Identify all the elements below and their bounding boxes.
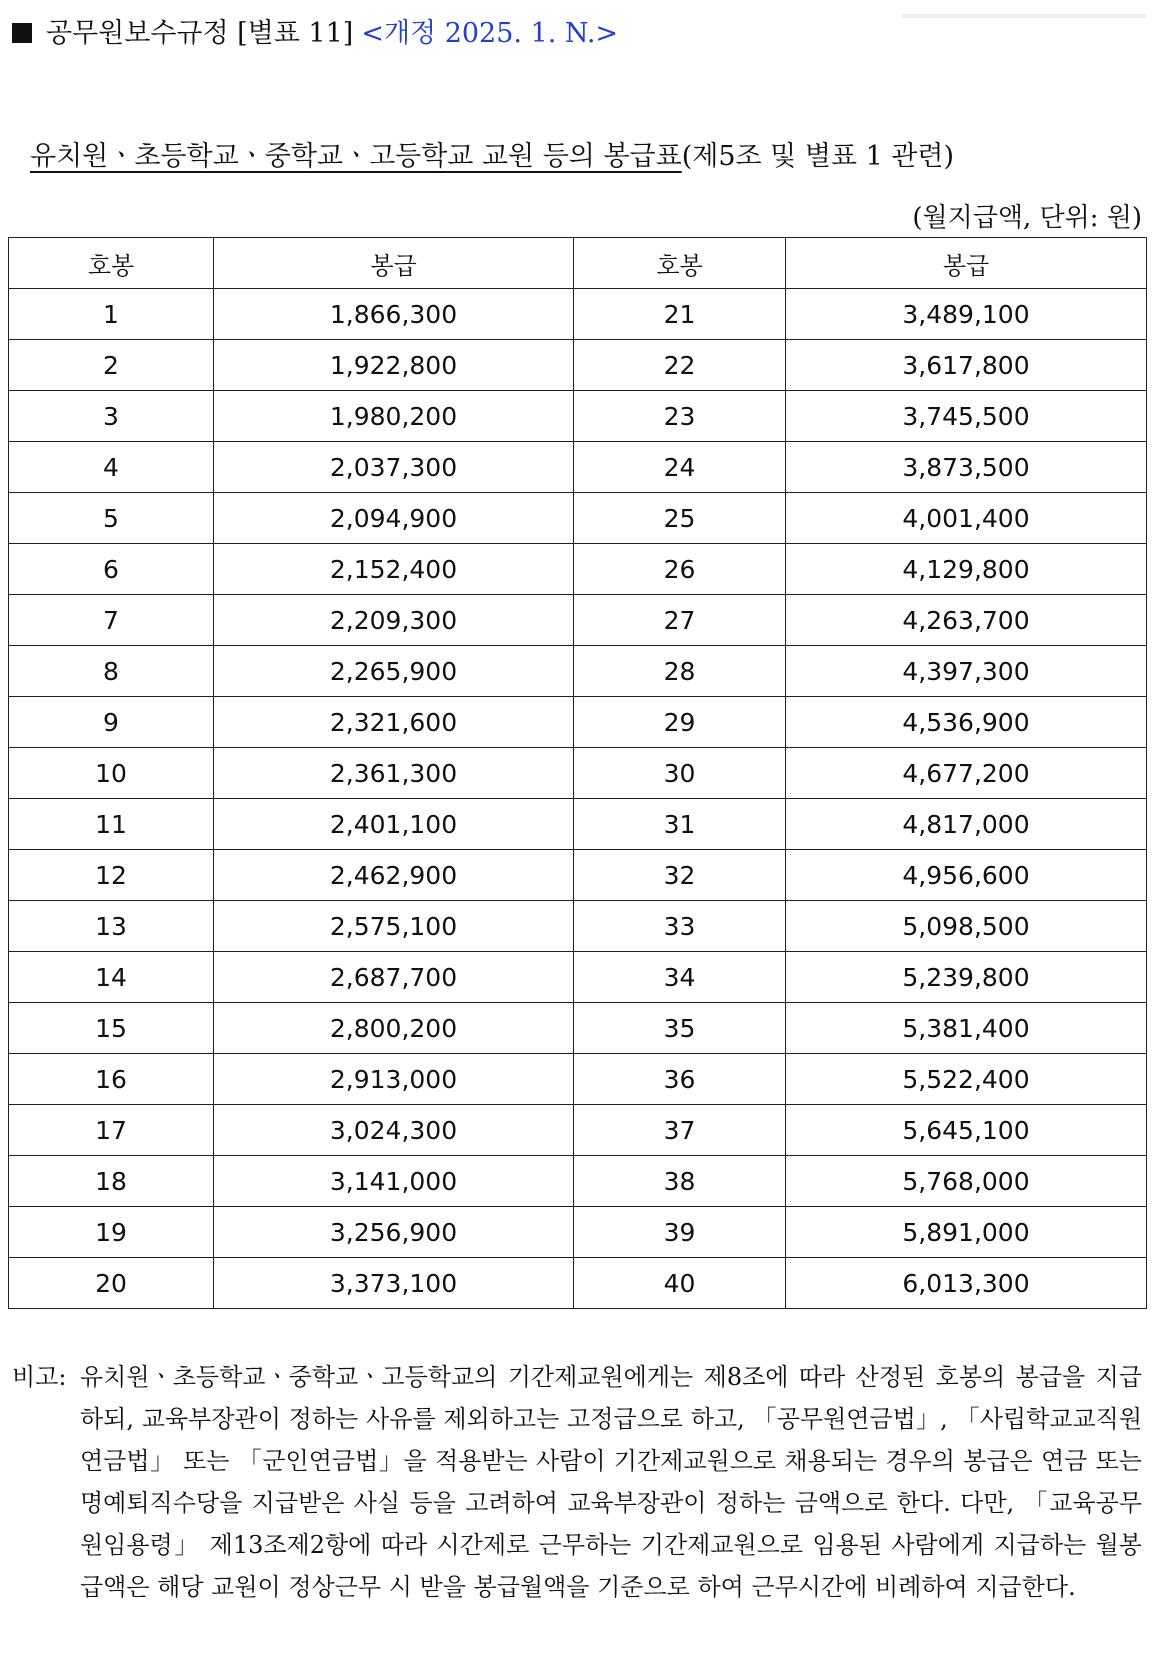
table-row [9,391,1147,442]
salary-cell: 4,129,800 [786,544,1147,595]
black-square-icon [12,23,32,43]
grade-cell: 2 [9,340,214,391]
grade-cell: 36 [574,1054,786,1105]
grade-cell: 20 [9,1258,214,1309]
salary-cell: 2,800,200 [214,1003,574,1054]
table-row [9,646,1147,697]
salary-cell: 3,489,100 [786,289,1147,340]
grade-cell: 28 [574,646,786,697]
document-header [12,14,618,54]
table-row [9,1207,1147,1258]
grade-cell: 26 [574,544,786,595]
grade-cell: 21 [574,289,786,340]
salary-cell: 5,522,400 [786,1054,1147,1105]
header-salary-1: 봉급 [214,238,574,289]
salary-cell: 2,037,300 [214,442,574,493]
salary-cell: 1,922,800 [214,340,574,391]
grade-cell: 32 [574,850,786,901]
salary-cell: 4,536,900 [786,697,1147,748]
salary-cell: 2,401,100 [214,799,574,850]
grade-cell: 11 [9,799,214,850]
grade-cell: 34 [574,952,786,1003]
unit-note: (월지급액, 단위: 원) [912,203,1142,233]
salary-cell: 6,013,300 [786,1258,1147,1309]
grade-cell: 5 [9,493,214,544]
header-salary-2: 봉급 [786,238,1147,289]
grade-cell: 4 [9,442,214,493]
grade-cell: 23 [574,391,786,442]
salary-cell: 3,141,000 [214,1156,574,1207]
salary-cell: 2,321,600 [214,697,574,748]
table-row [9,799,1147,850]
salary-cell: 2,462,900 [214,850,574,901]
grade-cell: 29 [574,697,786,748]
table-row [9,901,1147,952]
salary-cell: 4,817,000 [786,799,1147,850]
table-row [9,595,1147,646]
grade-cell: 3 [9,391,214,442]
grade-cell: 31 [574,799,786,850]
table-row [9,1054,1147,1105]
table-row [9,1258,1147,1309]
salary-cell: 3,256,900 [214,1207,574,1258]
grade-cell: 30 [574,748,786,799]
salary-cell: 2,094,900 [214,493,574,544]
grade-cell: 10 [9,748,214,799]
salary-cell: 3,617,800 [786,340,1147,391]
table-row [9,1156,1147,1207]
salary-cell: 3,873,500 [786,442,1147,493]
salary-table [8,237,1147,1309]
salary-cell: 4,263,700 [786,595,1147,646]
remarks-label: 비고: [12,1363,67,1391]
grade-cell: 22 [574,340,786,391]
grade-cell: 14 [9,952,214,1003]
remarks [12,1356,1142,1608]
table-row [9,748,1147,799]
remarks-text: 유치원ㆍ초등학교ㆍ중학교ㆍ고등학교의 기간제교원에게는 제8조에 따라 산정된 호봉의 봉급을 지급하되, 교육부장관이 정하는 사유를 제외하고는 고정급으로 하고, 「공무원연금법」, 「사립학교교직원 연금법」 또는 「군인연금법」을 적용받는 사람이 기간제교원으로 채용되는 경우의 봉급은 연금 또는 명예퇴직수당을 지급받은 사실 등을 고려하여 교육부장관이 정하는 금액으로 한다. 다만, 「교육공무원임용령」 제13조제2항에 따라 시간제로 근무하는 기간제교원으로 임용된 사람에게 지급하는 월봉급액은 해당 교원이 정상근무 시 받을 봉급월액을 기준으로 하여 근무시간에 비례하여 지급한다. [80,1363,1142,1601]
salary-cell: 1,980,200 [214,391,574,442]
table-row [9,544,1147,595]
grade-cell: 12 [9,850,214,901]
salary-cell: 3,024,300 [214,1105,574,1156]
salary-cell: 2,913,000 [214,1054,574,1105]
table-title [30,138,954,176]
header-regulation: 공무원보수규정 [별표 11] [46,18,354,49]
grade-cell: 15 [9,1003,214,1054]
salary-cell: 2,687,700 [214,952,574,1003]
grade-cell: 16 [9,1054,214,1105]
header-revision: <개정 2025. 1. N.> [361,18,619,49]
salary-cell: 4,001,400 [786,493,1147,544]
table-body [9,289,1147,1309]
salary-cell: 2,209,300 [214,595,574,646]
grade-cell: 24 [574,442,786,493]
table-title-main: 유치원ㆍ초등학교ㆍ중학교ㆍ고등학교 교원 등의 봉급표 [30,141,682,172]
salary-cell: 3,745,500 [786,391,1147,442]
salary-cell: 2,575,100 [214,901,574,952]
salary-cell: 5,098,500 [786,901,1147,952]
grade-cell: 33 [574,901,786,952]
grade-cell: 8 [9,646,214,697]
table-row [9,1105,1147,1156]
table-row [9,493,1147,544]
salary-cell: 3,373,100 [214,1258,574,1309]
top-decorative-bar [902,14,1146,18]
salary-cell: 5,891,000 [786,1207,1147,1258]
grade-cell: 6 [9,544,214,595]
header-grade-1: 호봉 [9,238,214,289]
table-title-reference: (제5조 및 별표 1 관련) [681,141,955,172]
grade-cell: 39 [574,1207,786,1258]
salary-cell: 5,645,100 [786,1105,1147,1156]
grade-cell: 37 [574,1105,786,1156]
salary-cell: 2,152,400 [214,544,574,595]
grade-cell: 35 [574,1003,786,1054]
header-grade-2: 호봉 [574,238,786,289]
grade-cell: 13 [9,901,214,952]
salary-cell: 5,768,000 [786,1156,1147,1207]
salary-cell: 1,866,300 [214,289,574,340]
table-row [9,340,1147,391]
salary-cell: 2,361,300 [214,748,574,799]
grade-cell: 7 [9,595,214,646]
grade-cell: 9 [9,697,214,748]
table-row [9,1003,1147,1054]
grade-cell: 40 [574,1258,786,1309]
salary-cell: 5,381,400 [786,1003,1147,1054]
grade-cell: 38 [574,1156,786,1207]
table-row [9,952,1147,1003]
table-header-row [9,238,1147,289]
grade-cell: 25 [574,493,786,544]
salary-cell: 4,397,300 [786,646,1147,697]
grade-cell: 19 [9,1207,214,1258]
grade-cell: 18 [9,1156,214,1207]
salary-cell: 5,239,800 [786,952,1147,1003]
table-row [9,697,1147,748]
salary-cell: 4,677,200 [786,748,1147,799]
table-row [9,289,1147,340]
grade-cell: 27 [574,595,786,646]
grade-cell: 1 [9,289,214,340]
salary-cell: 4,956,600 [786,850,1147,901]
table-row [9,442,1147,493]
table-row [9,850,1147,901]
grade-cell: 17 [9,1105,214,1156]
salary-cell: 2,265,900 [214,646,574,697]
